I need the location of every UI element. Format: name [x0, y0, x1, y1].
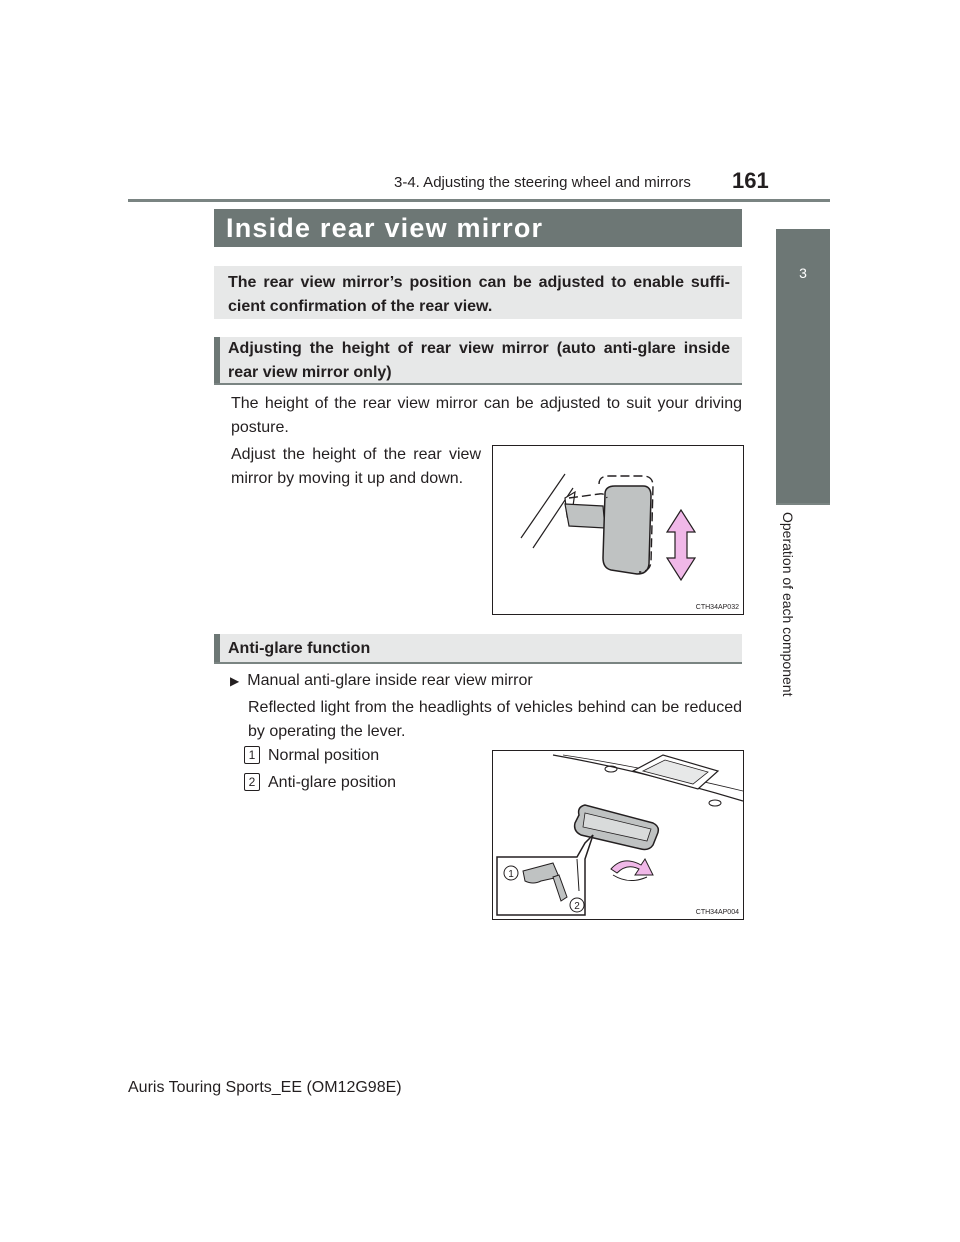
running-header-section: 3-4. Adjusting the steering wheel and mirrors — [394, 174, 691, 191]
subheading-height-adjust-text: Adjusting the height of rear view mirror (auto anti-glare inside rear view mirror only) — [228, 340, 730, 381]
list-item — [244, 746, 379, 765]
chapter-number: 3 — [799, 265, 807, 281]
header-rule — [128, 199, 830, 202]
intro-text: The rear view mirror’s position can be adjusted to enable suffi-cient confirmation of the rear view. — [228, 274, 730, 315]
mirror-height-figure — [492, 445, 744, 615]
page-title-bar — [214, 209, 742, 247]
intro-box — [214, 266, 742, 319]
list-item-label: Anti-glare position — [268, 774, 397, 791]
page-title: Inside rear view mirror — [226, 213, 544, 243]
bullet-text: Manual anti-glare inside rear view mirror — [247, 672, 533, 689]
mirror-height-illustration — [493, 446, 743, 614]
list-item-label: Normal position — [268, 747, 380, 764]
subheading-height-adjust — [214, 337, 742, 385]
anti-glare-paragraph: Reflected light from the headlights of vehicles behind can be reduced by operating the lever. — [248, 699, 742, 740]
chapter-label: Operation of each component — [780, 512, 796, 697]
height-paragraph-1: The height of the rear view mirror can be adjusted to suit your driving posture. — [231, 395, 742, 436]
height-paragraph-2: Adjust the height of the rear view mirror by moving it up and down. — [231, 446, 481, 487]
callout-number: 1 — [244, 746, 260, 764]
callout-2-label: 2 — [574, 901, 580, 912]
page-number: 161 — [732, 168, 769, 193]
subheading-anti-glare — [214, 634, 742, 664]
figure-code-2: CTH34AP004 — [695, 909, 739, 916]
figure-code-1: CTH34AP032 — [695, 604, 739, 611]
list-item — [244, 773, 396, 792]
triangle-bullet-icon: ▶ — [230, 674, 240, 688]
chapter-tab — [776, 229, 830, 503]
callout-1-label: 1 — [508, 869, 514, 880]
anti-glare-illustration — [493, 751, 743, 919]
callout-number: 2 — [244, 773, 260, 791]
bullet-manual-anti-glare — [230, 669, 742, 693]
chapter-tab-rule — [776, 503, 830, 505]
anti-glare-figure — [492, 750, 744, 920]
footer-model: Auris Touring Sports_EE (OM12G98E) — [128, 1079, 402, 1096]
subheading-anti-glare-text: Anti-glare function — [228, 640, 371, 657]
